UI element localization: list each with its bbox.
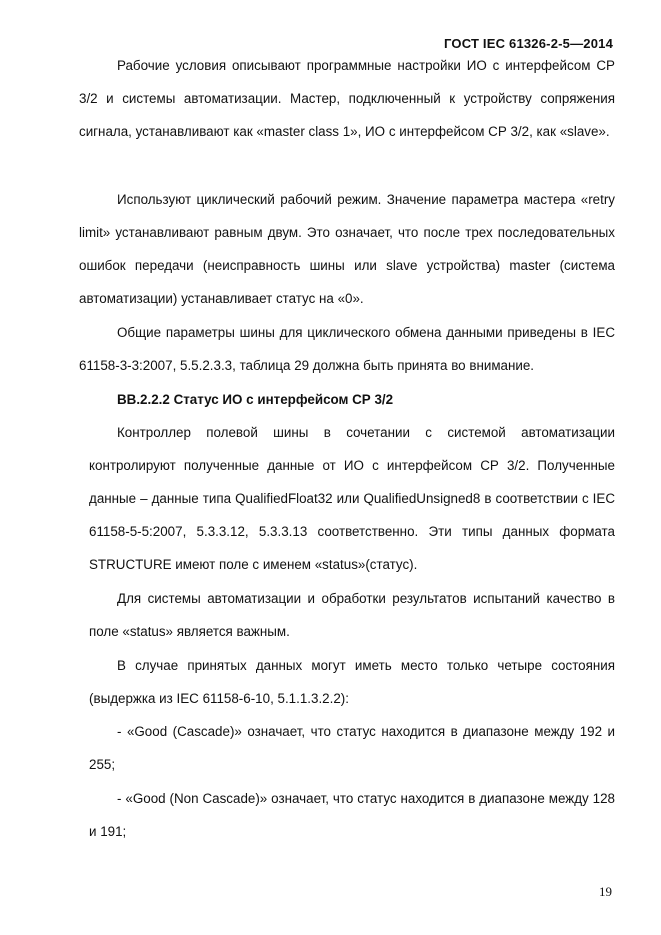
paragraph-operating-conditions: Рабочие условия описывают программные настройки ИО с интерфейсом СР 3/2 и системы автоматизации. Мастер, подключенный к устройству сопряжения сигнала, устанавливают как «master class 1», ИО с интерфейсом СР 3/2, как «slave».: [79, 58, 615, 139]
paragraph-cyclic-mode: Используют циклический рабочий режим. Значение параметра мастера «retry limit» устанавливают равным двум. Это означает, что после трех последовательных ошибок передачи (неисправность шины или slave устройства) master (система автоматизации) устанавливает статус на «0».: [79, 192, 615, 306]
paragraph-bus-parameters: Общие параметры шины для циклического обмена данными приведены в IEC 61158-3-3:2007, 5.5.2.3.3, таблица 29 должна быть принята во внимание.: [79, 325, 615, 373]
list-item-good-cascade: - «Good (Cascade)» означает, что статус находится в диапазоне между 192 и 255;: [89, 724, 615, 772]
document-standard-code: ГОСТ IEC 61326-2-5—2014: [444, 36, 613, 51]
page-number: 19: [599, 884, 612, 899]
list-item-good-non-cascade: - «Good (Non Cascade)» означает, что статус находится в диапазоне между 128 и 191;: [89, 791, 615, 839]
paragraph-status-importance: Для системы автоматизации и обработки результатов испытаний качество в поле «status» является важным.: [89, 591, 615, 639]
paragraph-fieldbus-controller: Контроллер полевой шины в сочетании с системой автоматизации контролируют полученные данные от ИО с интерфейсом СР 3/2. Полученные данные – данные типа QualifiedFloat32 или QualifiedUnsigned8 в соответствии с IEC 61158-5-5:2007, 5.3.3.12, 5.3.3.13 соответственно. Эти типы данных формата STRUCTURE имеют поле с именем «status»(статус).: [89, 425, 615, 572]
paragraph-four-states: В случае принятых данных могут иметь место только четыре состояния (выдержка из IEC 61158-6-10, 5.1.1.3.2.2):: [89, 658, 615, 706]
section-heading: ВВ.2.2.2 Статус ИО с интерфейсом СР 3/2: [117, 392, 394, 407]
